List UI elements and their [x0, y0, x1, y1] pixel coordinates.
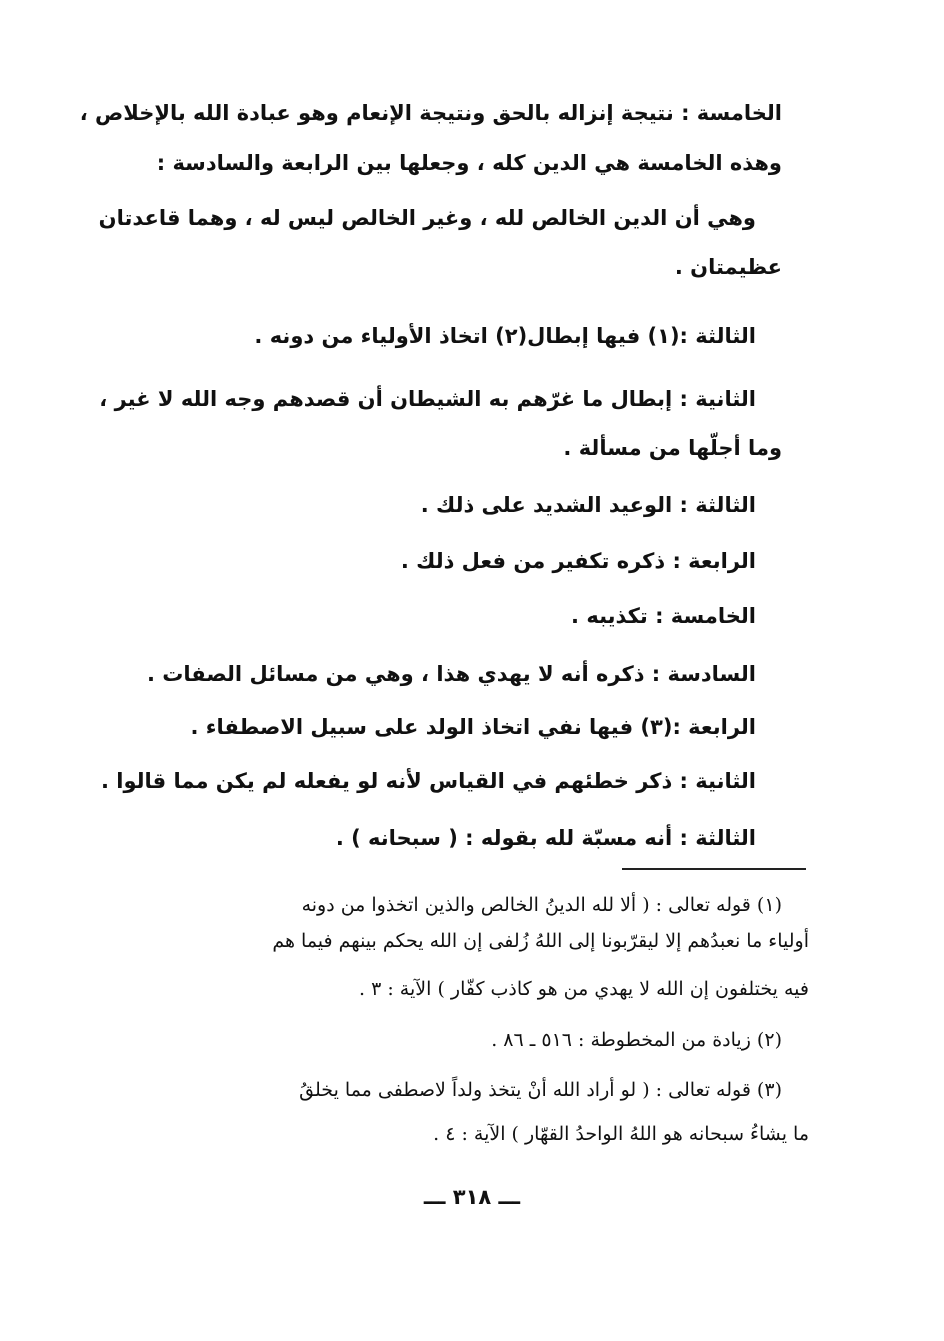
body-line: وهذه الخامسة هي الدين كله ، وجعلها بين الرابعة والسادسة : [156, 151, 782, 175]
body-line: الخامسة : نتيجة إنزاله بالحق ونتيجة الإنعام وهو عبادة الله بالإخلاص ، [79, 101, 782, 125]
footnote-line: فيه يختلفون إن الله لا يهدي من هو كاذب كفّار ) الآية : ٣ . [359, 978, 809, 1000]
footnote-line: (١) قوله تعالى : ( ألا لله الدينُ الخالص والذين اتخذوا من دونه [301, 894, 782, 916]
body-line: الثالثة : أنه مسبّة لله بقوله : ( سبحانه ) . [335, 826, 756, 850]
body-line: الرابعة :(٣) فيها نفي اتخاذ الولد على سبيل الاصطفاء . [190, 715, 756, 739]
body-line: السادسة : ذكره أنه لا يهدي هذا ، وهي من مسائل الصفات . [146, 662, 756, 686]
body-line: الخامسة : تكذيبه . [571, 604, 756, 628]
footnote-line: (٣) قوله تعالى : ( لو أراد الله أنْ يتخذ ولداً لاصطفى مما يخلقُ [299, 1079, 782, 1101]
footnote-line: ما يشاءُ سبحانه هو اللهُ الواحدُ القهّار ) الآية : ٤ . [433, 1123, 809, 1145]
body-line: الثانية : ذكر خطئهم في القياس لأنه لو يفعله لم يكن مما قالوا . [101, 769, 756, 793]
body-line: الرابعة : ذكره تكفير من فعل ذلك . [400, 549, 756, 573]
body-line: وهي أن الدين الخالص لله ، وغير الخالص ليس له ، وهما قاعدتان [98, 206, 756, 230]
footnote-line: (٢) زيادة من المخطوطة : ٥١٦ ـ ٨٦ . [491, 1029, 782, 1051]
page-number: ـــ ٣١٨ ـــ [423, 1185, 521, 1209]
body-line: عظيمتان . [674, 255, 782, 279]
body-line: الثالثة :(١) فيها إبطال(٢) اتخاذ الأولياء من دونه . [254, 324, 756, 348]
body-line: الثانية : إبطال ما غرّهم به الشيطان أن قصدهم وجه الله لا غير ، [99, 387, 756, 411]
body-line: الثالثة : الوعيد الشديد على ذلك . [420, 493, 756, 517]
body-line: وما أجلّها من مسألة . [563, 436, 782, 460]
footnote-line: أولياء ما نعبدُهم إلا ليقرّبونا إلى اللهُ زُلفى إن الله يحكم بينهم فيما هم [272, 930, 809, 952]
footnote-separator [622, 868, 806, 870]
